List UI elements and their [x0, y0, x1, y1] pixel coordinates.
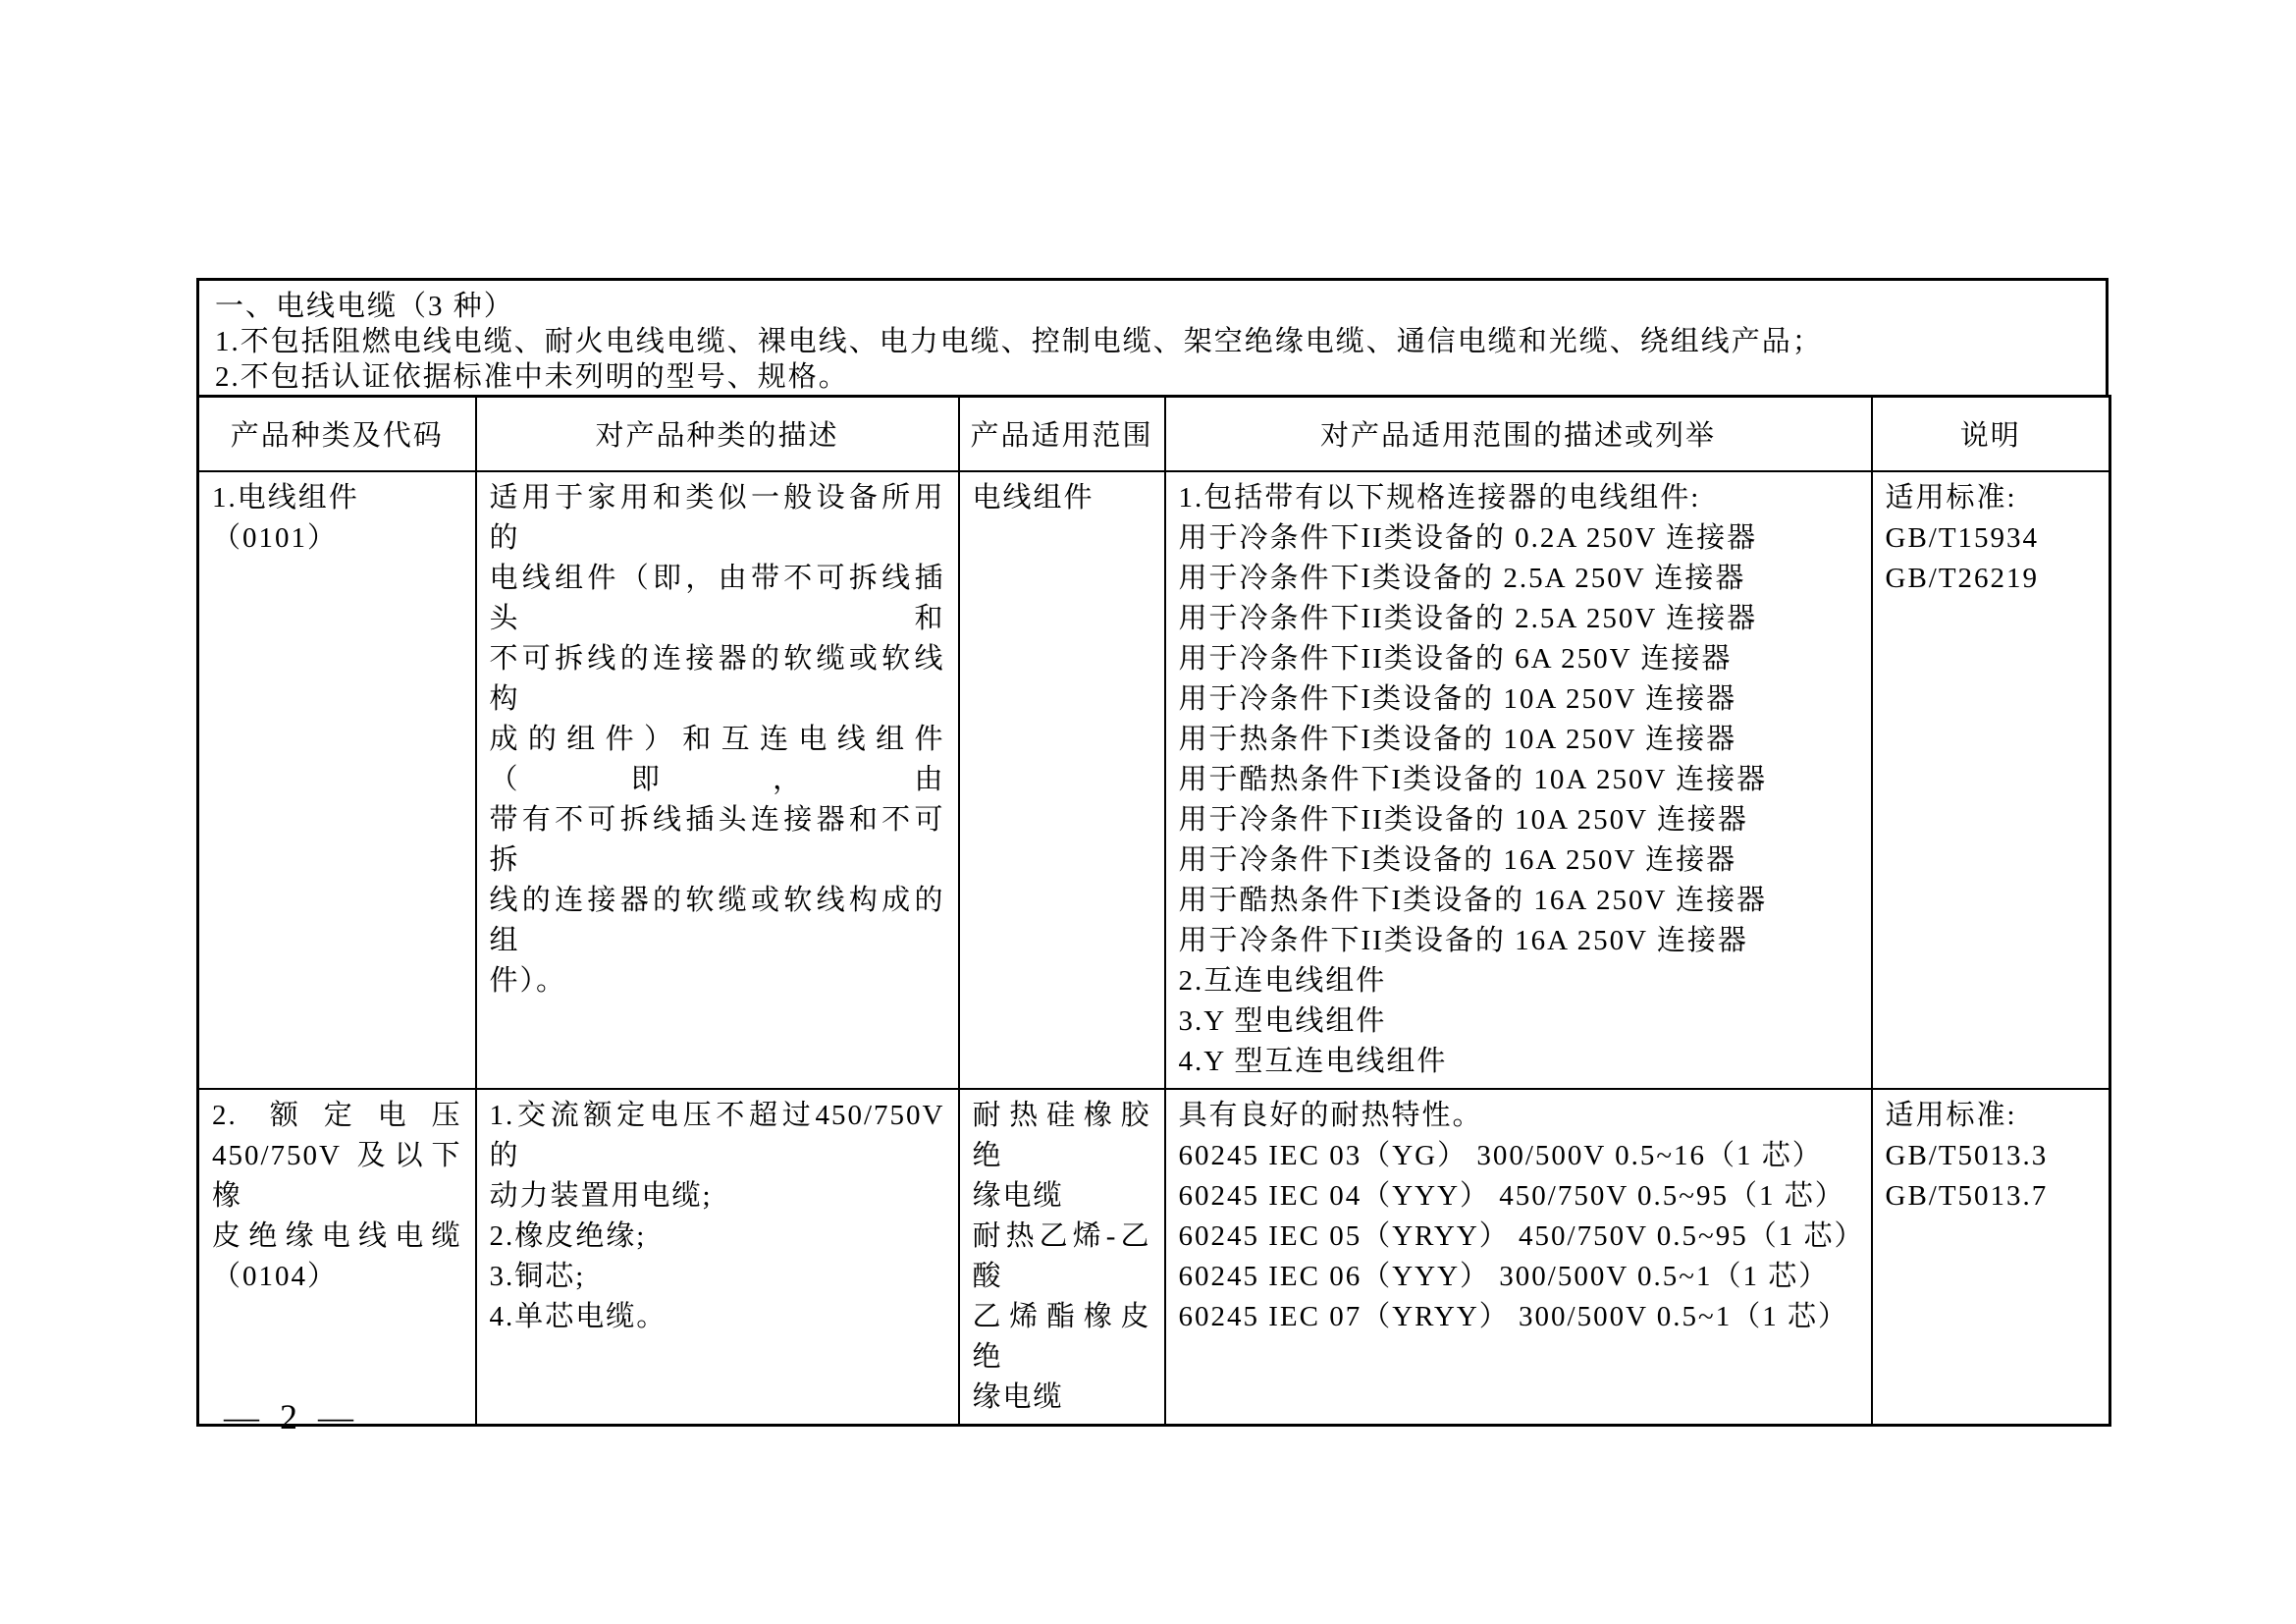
cell-scope: [959, 471, 1165, 1089]
cell-line: 用于冷条件下I类设备的 2.5A 250V 连接器: [1178, 562, 1746, 594]
cell-line: 2. 额定电压: [212, 1099, 462, 1131]
cell-line: 件）。: [489, 964, 567, 997]
cell-description: [476, 471, 959, 1089]
cell-line: 1.交流额定电压不超过450/750V的: [489, 1099, 945, 1171]
product-category-table: [196, 395, 2111, 1427]
page-number: — 2 —: [224, 1397, 359, 1436]
header-scope: 产品适用范围: [959, 397, 1165, 471]
cell-line: 3.铜芯;: [489, 1260, 586, 1292]
cell-line: 线的连接器的软缆或软线构成的组: [489, 884, 945, 956]
cell-line: 用于冷条件下I类设备的 16A 250V 连接器: [1178, 843, 1737, 876]
cell-line: 用于冷条件下II类设备的 10A 250V 连接器: [1178, 803, 1748, 836]
cell-line: 带有不可拆线插头连接器和不可拆: [489, 803, 945, 876]
cell-line: 1.包括带有以下规格连接器的电线组件:: [1178, 481, 1701, 514]
cell-line: 3.Y 型电线组件: [1178, 1004, 1387, 1037]
cell-line: 1.电线组件（0101）: [212, 481, 359, 554]
cell-line: 适用标准:: [1885, 481, 2017, 514]
cell-line: 60245 IEC 03（YG） 300/500V 0.5~16（1 芯）: [1178, 1139, 1823, 1171]
cell-scope-desc: [1165, 471, 1872, 1089]
cell-line: 具有良好的耐热特性。: [1178, 1099, 1483, 1131]
cell-line: 缘电缆: [972, 1179, 1064, 1212]
table-row: [198, 1089, 2110, 1426]
certification-table-document: [196, 278, 2109, 1427]
cell-line: 用于酷热条件下I类设备的 16A 250V 连接器: [1178, 884, 1768, 916]
cell-category: [198, 1089, 476, 1426]
cell-category: [198, 471, 476, 1089]
cell-line: 耐热硅橡胶绝: [972, 1099, 1151, 1171]
cell-line: 用于冷条件下II类设备的 6A 250V 连接器: [1178, 642, 1733, 675]
cell-line: （0104）: [212, 1260, 339, 1292]
cell-line: 4.Y 型互连电线组件: [1178, 1045, 1448, 1077]
cell-line: 电线组件（即，由带不可拆线插头和: [489, 562, 945, 634]
section-note-1: 1.不包括阻燃电线电缆、耐火电线电缆、裸电线、电力电缆、控制电缆、架空绝缘电缆、通信电缆和光缆、绕组线产品；: [215, 326, 1823, 357]
cell-line: 用于冷条件下II类设备的 2.5A 250V 连接器: [1178, 602, 1758, 634]
section-note-2: 2.不包括认证依据标准中未列明的型号、规格。: [215, 361, 849, 393]
cell-line: GB/T26219: [1885, 562, 2040, 594]
header-note: 说明: [1872, 397, 2110, 471]
cell-line: 450/750V 及以下橡: [212, 1139, 462, 1212]
header-description: 对产品种类的描述: [476, 397, 959, 471]
cell-line: 60245 IEC 04（YYY） 450/750V 0.5~95（1 芯）: [1178, 1179, 1845, 1212]
header-category: 产品种类及代码: [198, 397, 476, 471]
table-row: [198, 471, 2110, 1089]
cell-line: 耐热乙烯-乙酸: [972, 1219, 1151, 1292]
cell-line: 2.互连电线组件: [1178, 964, 1387, 997]
cell-line: 4.单芯电缆。: [489, 1300, 667, 1332]
cell-line: 乙烯酯橡皮绝: [972, 1300, 1151, 1373]
cell-line: 成的组件）和互连电线组件（即，由: [489, 723, 945, 795]
section-header-box: [196, 278, 2109, 395]
cell-line: 2.橡皮绝缘;: [489, 1219, 647, 1252]
cell-line: 用于热条件下I类设备的 10A 250V 连接器: [1178, 723, 1737, 755]
cell-line: GB/T15934: [1885, 521, 2040, 554]
cell-line: 用于冷条件下I类设备的 10A 250V 连接器: [1178, 682, 1737, 715]
cell-line: 60245 IEC 06（YYY） 300/500V 0.5~1（1 芯）: [1178, 1260, 1830, 1292]
cell-line: 皮绝缘电线电缆: [212, 1219, 462, 1252]
cell-note: [1872, 471, 2110, 1089]
cell-line: 用于酷热条件下I类设备的 10A 250V 连接器: [1178, 763, 1768, 795]
cell-line: 用于冷条件下II类设备的 16A 250V 连接器: [1178, 924, 1748, 956]
cell-line: 适用标准:: [1885, 1099, 2017, 1131]
cell-line: 60245 IEC 07（YRYY） 300/500V 0.5~1（1 芯）: [1178, 1300, 1848, 1332]
cell-line: 缘电缆: [972, 1380, 1064, 1413]
cell-line: 不可拆线的连接器的软缆或软线构: [489, 642, 945, 715]
cell-line: GB/T5013.3: [1885, 1139, 2049, 1171]
cell-line: 适用于家用和类似一般设备所用的: [489, 481, 945, 554]
cell-line: GB/T5013.7: [1885, 1179, 2049, 1212]
cell-description: [476, 1089, 959, 1426]
cell-scope-desc: [1165, 1089, 1872, 1426]
cell-line: 动力装置用电缆;: [489, 1179, 713, 1212]
cell-line: 60245 IEC 05（YRYY） 450/750V 0.5~95（1 芯）: [1178, 1219, 1865, 1252]
header-scope-description: 对产品适用范围的描述或列举: [1165, 397, 1872, 471]
cell-line: 用于冷条件下II类设备的 0.2A 250V 连接器: [1178, 521, 1758, 554]
table-header-row: [198, 397, 2110, 471]
cell-scope: [959, 1089, 1165, 1426]
cell-line: 电线组件: [972, 481, 1095, 514]
section-title: 一、电线电缆（3 种）: [215, 291, 514, 322]
cell-note: [1872, 1089, 2110, 1426]
